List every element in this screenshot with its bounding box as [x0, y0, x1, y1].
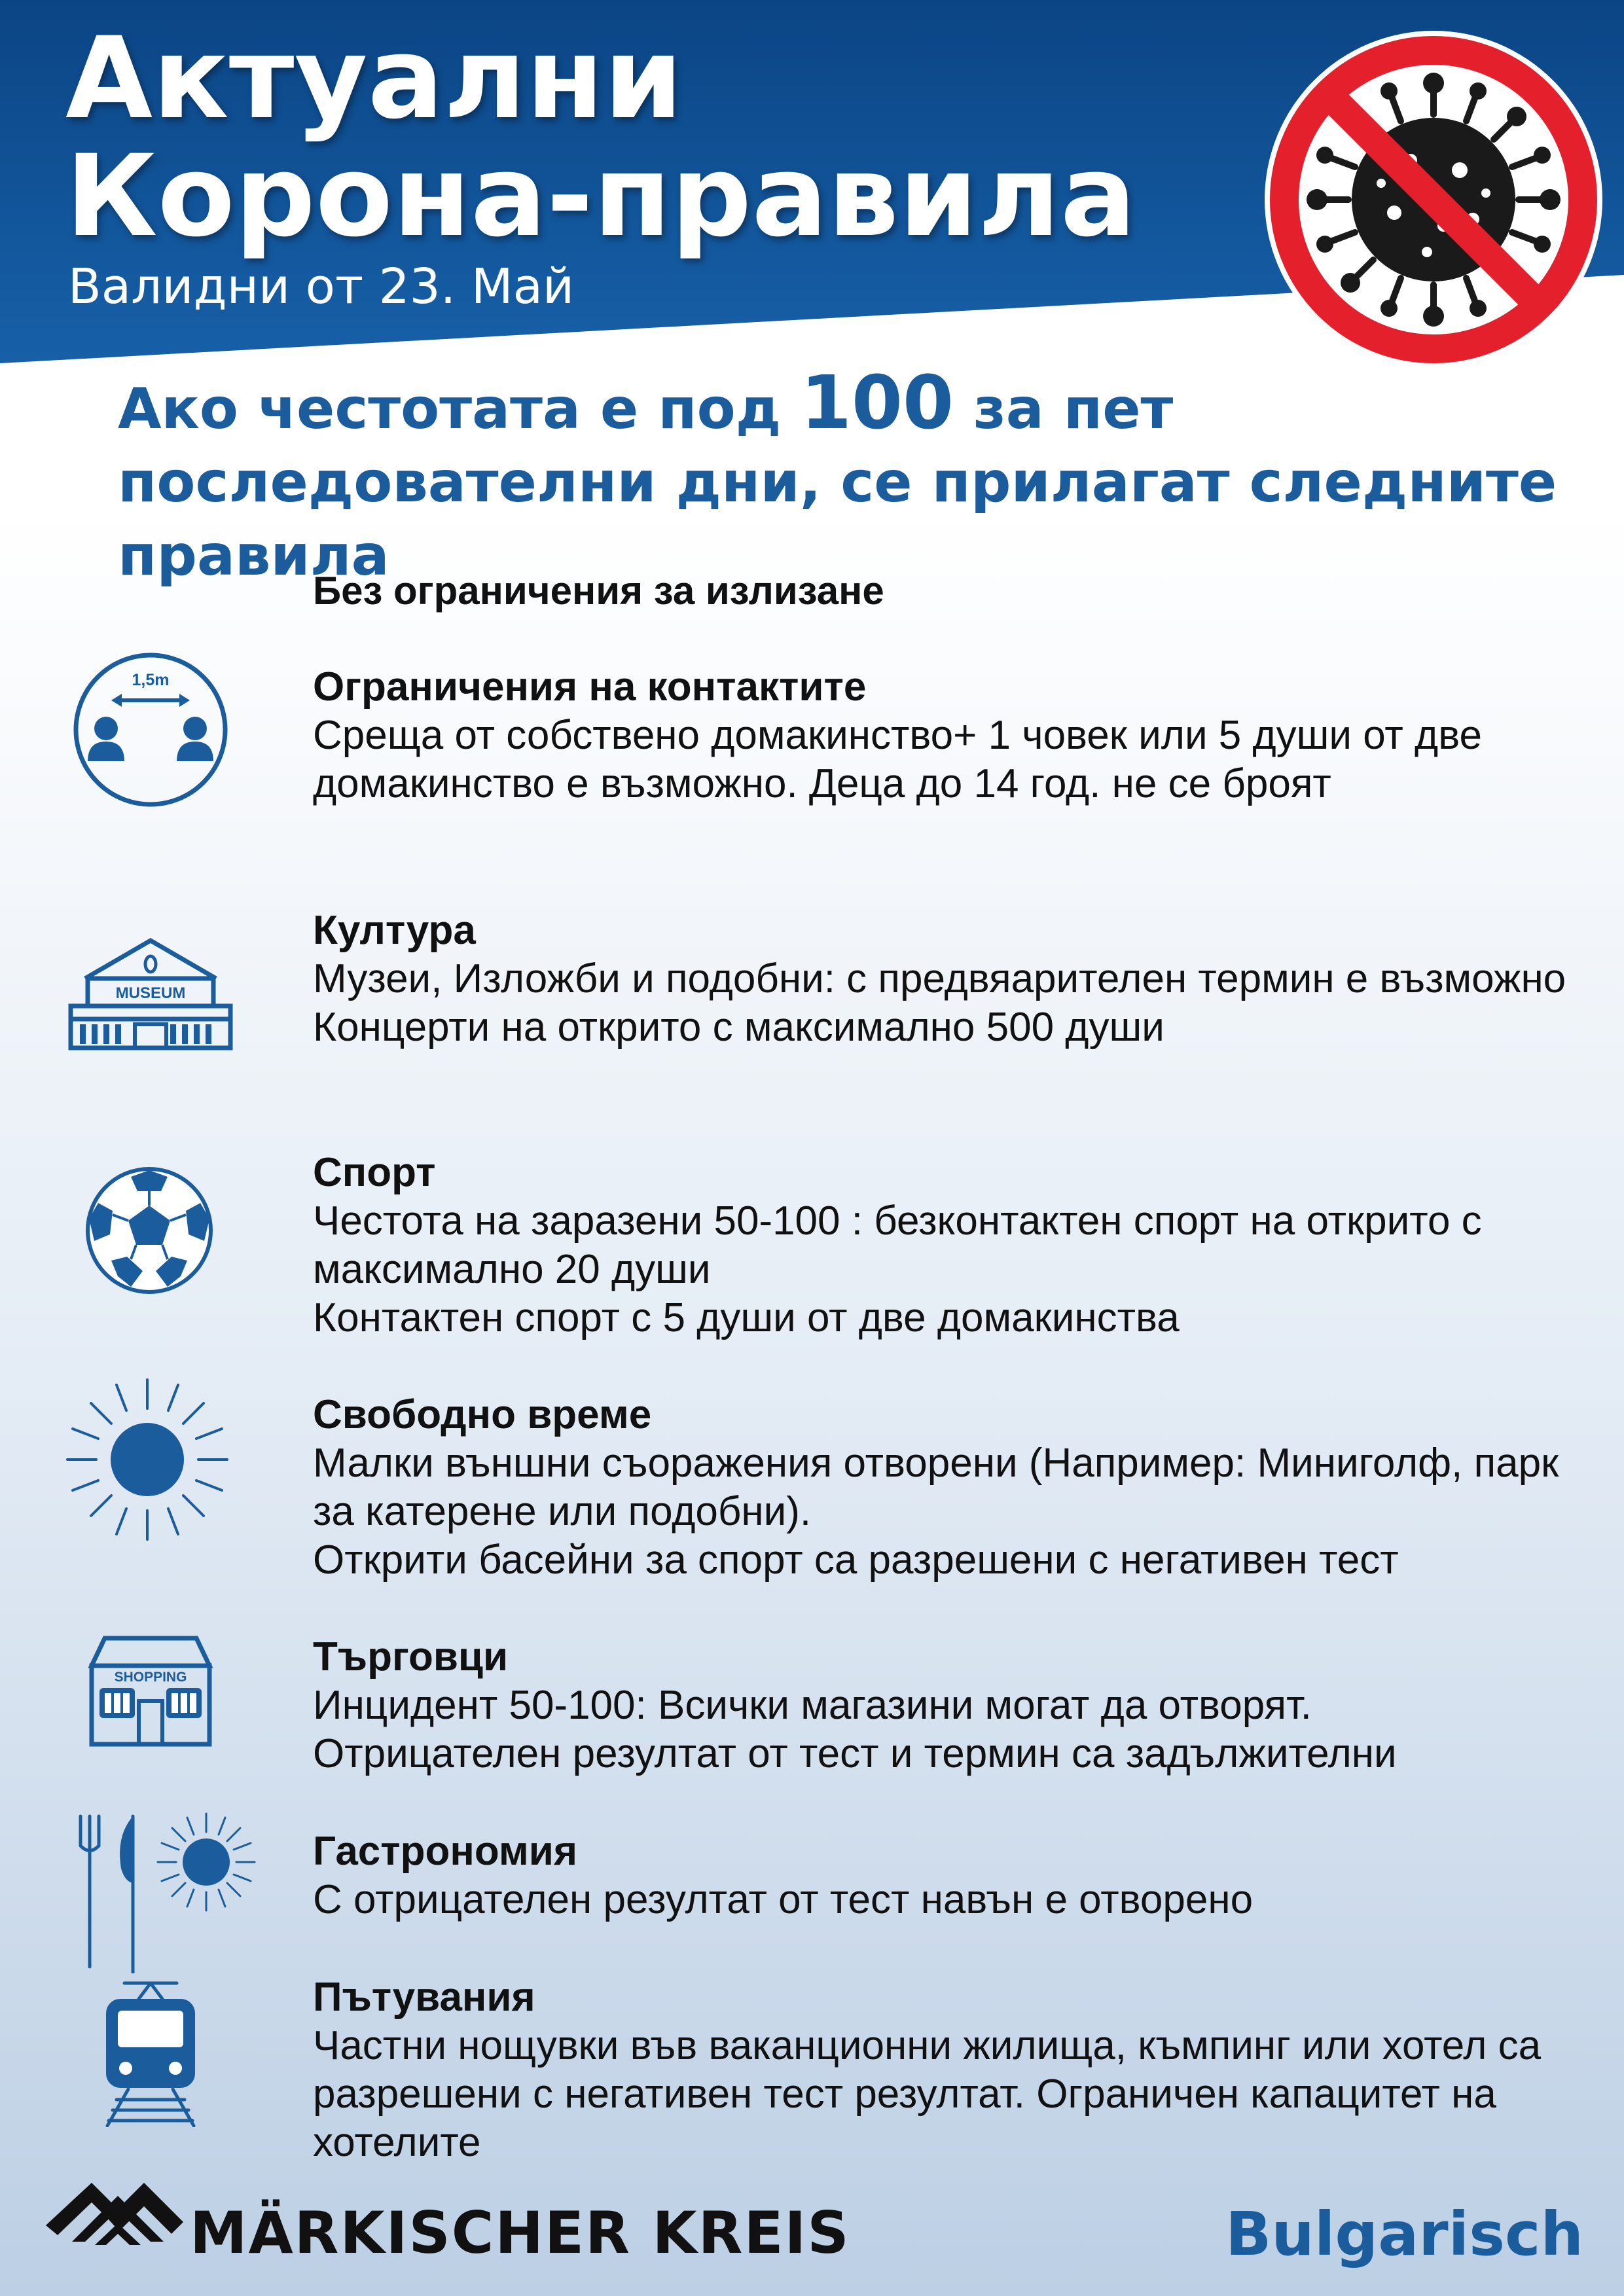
intro-text-part-2: за пет последователни дни, се прилагат следните правила [118, 376, 1557, 588]
museum-icon [65, 933, 236, 1050]
rule-text: Частни нощувки във ваканционни жилища, къмпинг или хотел са разрешени с негативен тест резултат. Ограничен капацитет на хотелите [313, 2023, 1542, 2165]
rule-text: Отрицателен резултат от тест и термин са задължителни [313, 1731, 1397, 1776]
distance-1.5m-icon [65, 651, 236, 808]
rule-text: Инцидент 50-100: Всички магазини могат да отворят. [313, 1683, 1312, 1728]
shop-icon [79, 1633, 223, 1751]
rule-gastronomy [313, 1827, 1596, 1924]
rule-leisure [313, 1391, 1596, 1585]
rule-travel [313, 1973, 1596, 2167]
museum-label: MUSEUM [115, 984, 186, 1002]
rule-heading: Спорт [313, 1150, 436, 1195]
maerkischer-kreis-logo-icon [46, 2163, 183, 2255]
soccer-ball-icon [84, 1165, 215, 1296]
incidence-intro [118, 361, 1610, 592]
rule-text: Честота на заразени 50-100 : безконтактен спорт на открито с максимално 20 души [313, 1198, 1482, 1292]
train-icon [92, 1977, 209, 2127]
rule-heading: Търговци [313, 1634, 509, 1679]
brand-name: MÄRKISCHER KREIS [190, 2199, 850, 2267]
rule-text: С отрицателен резултат от тест навън е отворено [313, 1877, 1254, 1922]
sun-icon [62, 1374, 232, 1545]
valid-from-date: Валидни от 23. Май [68, 259, 575, 315]
rule-culture [313, 906, 1596, 1052]
language-label: Bulgarisch [1225, 2199, 1583, 2269]
rule-text: Концерти на открито с максимално 500 души [313, 1005, 1164, 1050]
title-line-1: Актуални [65, 12, 683, 144]
shopping-label: SHOPPING [114, 1670, 187, 1685]
rule-contacts [313, 663, 1596, 808]
title-line-2: Корона-правила [65, 130, 1136, 262]
rule-heading: Ограничения на контактите [313, 664, 867, 709]
rule-retail [313, 1633, 1596, 1778]
rule-heading: Свободно време [313, 1392, 652, 1437]
rule-text: Контактен спорт с 5 души от две домакинства [313, 1295, 1180, 1340]
rule-text: Среща от собствено домакинство+ 1 човек или 5 души от две домакинство е възможно. Деца до 14 год. не се броят [313, 713, 1482, 806]
rule-sport [313, 1149, 1596, 1342]
rule-text: Открити басейни за спорт са разрешени с негативен тест [313, 1537, 1399, 1583]
rule-text: Музеи, Изложби и подобни: с предвяарителен термин е възможно [313, 956, 1566, 1001]
intro-text-part-1: Ако честотата е под [118, 376, 801, 442]
no-curfew-notice: Без ограничения за излизане [313, 569, 884, 613]
rule-heading: Пътувания [313, 1975, 535, 2020]
distance-label: 1,5m [132, 671, 170, 689]
rule-heading: Гастрономия [313, 1829, 578, 1874]
outdoor-dining-icon [69, 1810, 272, 1973]
incidence-threshold: 100 [801, 361, 954, 446]
no-coronavirus-icon [1263, 29, 1604, 370]
rule-text: Малки външни съоражения отворени (Например: Миниголф, парк за катерене или подобни). [313, 1441, 1559, 1534]
page-title [65, 12, 1136, 262]
rule-heading: Култура [313, 908, 476, 953]
